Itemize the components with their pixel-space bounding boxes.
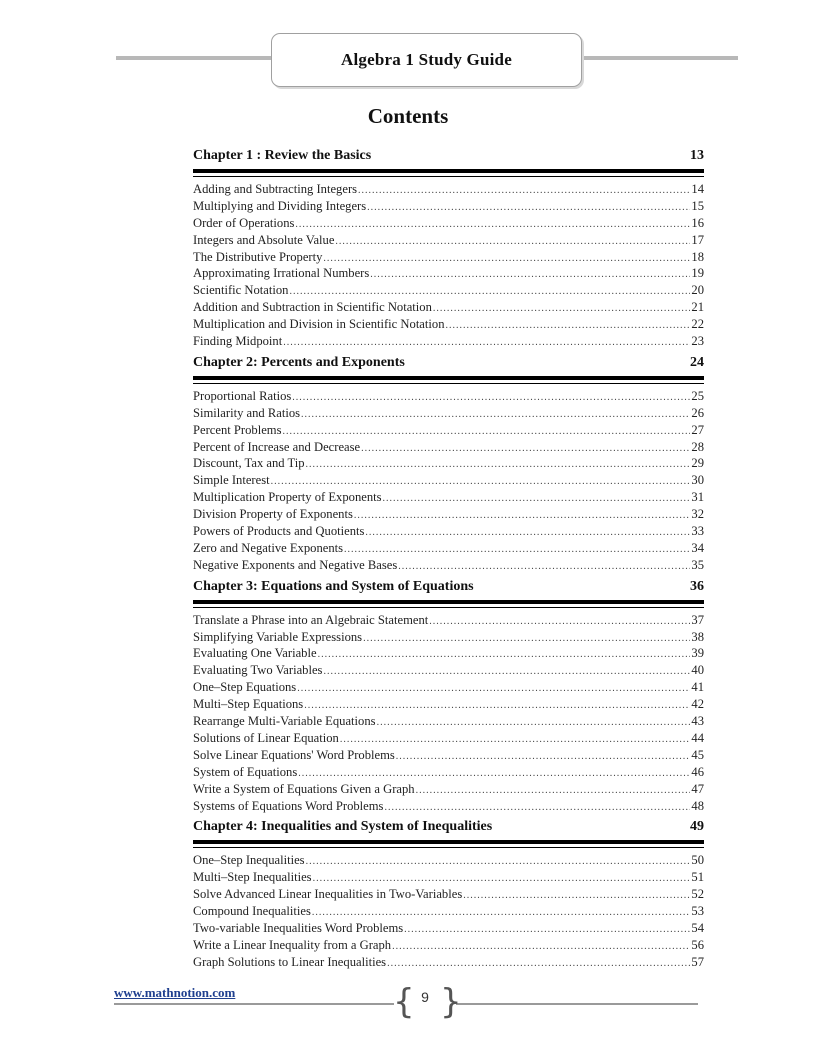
dot-leader — [396, 751, 691, 762]
toc-entry[interactable] — [193, 250, 704, 267]
toc-entry-page-number: 46 — [691, 764, 704, 779]
toc-entry-title: Similarity and Ratios — [193, 405, 301, 420]
toc-entry-page-number: 30 — [691, 473, 704, 488]
toc-entry-title: Multiplying and Dividing Integers — [193, 198, 367, 213]
toc-entry-page-number: 21 — [691, 300, 704, 315]
toc-entry-title: Two-variable Inequalities Word Problems — [193, 920, 404, 935]
toc-entry-page-number: 20 — [691, 283, 704, 298]
dot-leader — [358, 185, 690, 196]
toc-entry-page-number: 27 — [691, 422, 704, 437]
toc-entry[interactable] — [193, 921, 704, 938]
chapter-title: Chapter 1 : Review the Basics — [193, 148, 372, 163]
toc-entry[interactable] — [193, 955, 704, 972]
page-number: 9 — [421, 989, 429, 1005]
toc-entry-title: One–Step Equations — [193, 680, 297, 695]
dot-leader — [377, 717, 691, 728]
toc-entry-title: Solutions of Linear Equation — [193, 730, 339, 745]
contents-title: Contents — [367, 104, 449, 128]
toc-entry-title: Multi–Step Equations — [193, 697, 304, 712]
toc-entry-page-number: 25 — [691, 388, 704, 403]
chapter-entry-list — [193, 380, 704, 577]
toc-entry[interactable] — [193, 406, 704, 423]
page-number-right-brace: } — [440, 982, 462, 1022]
toc-entry-title: Multiplication and Division in Scientific Notation — [193, 317, 445, 332]
footer-rule-left — [114, 1003, 394, 1005]
chapter-page-number: 13 — [690, 148, 704, 163]
table-of-contents — [193, 146, 704, 974]
toc-entry-title: Finding Midpoint — [193, 334, 283, 349]
chapter-page-number: 36 — [690, 578, 704, 594]
toc-entry[interactable] — [193, 283, 704, 300]
toc-entry[interactable] — [193, 199, 704, 216]
toc-entry-title: Discount, Tax and Tip — [193, 456, 305, 471]
dot-leader — [323, 666, 690, 677]
toc-entry[interactable] — [193, 490, 704, 507]
toc-entry-page-number: 17 — [691, 232, 704, 247]
chapter-title: Chapter 4: Inequalities and System of Inequalities — [193, 819, 493, 835]
toc-entry-page-number: 15 — [691, 198, 704, 213]
dot-leader — [283, 426, 691, 437]
chapter-page-number: 24 — [690, 354, 704, 370]
toc-entry-page-number: 41 — [691, 680, 704, 695]
toc-entry[interactable] — [193, 423, 704, 440]
dot-leader — [312, 907, 691, 918]
toc-entry-title: Compound Inequalities — [193, 904, 311, 919]
dot-leader — [289, 286, 690, 297]
chapter-heading[interactable] — [193, 353, 704, 380]
toc-entry-title: Proportional Ratios — [193, 388, 292, 403]
toc-entry-page-number: 28 — [691, 439, 704, 454]
toc-entry-title: The Distributive Property — [193, 249, 323, 264]
dot-leader — [370, 269, 690, 280]
header-rule-left — [116, 56, 272, 60]
header-title-box — [271, 33, 582, 87]
toc-entry[interactable] — [193, 389, 704, 406]
toc-entry-title: Solve Advanced Linear Inequalities in Two-Variables — [193, 887, 463, 902]
dot-leader — [344, 544, 690, 555]
dot-leader — [387, 958, 690, 969]
toc-entry[interactable] — [193, 613, 704, 630]
toc-entry[interactable] — [193, 904, 704, 921]
toc-entry-title: Powers of Products and Quotients — [193, 524, 365, 539]
toc-entry-title: Simplifying Variable Expressions — [193, 629, 363, 644]
toc-entry-page-number: 52 — [691, 887, 704, 902]
toc-entry[interactable] — [193, 731, 704, 748]
toc-entry-page-number: 29 — [691, 456, 704, 471]
dot-leader — [383, 493, 691, 504]
toc-entry[interactable] — [193, 266, 704, 283]
toc-entry[interactable] — [193, 748, 704, 765]
toc-entry-title: Order of Operations — [193, 215, 295, 230]
toc-entry-title: Translate a Phrase into an Algebraic Statement — [193, 612, 429, 627]
dot-leader — [398, 561, 690, 572]
dot-leader — [283, 337, 690, 348]
dot-leader — [367, 202, 690, 213]
toc-entry-page-number: 14 — [691, 182, 704, 196]
dot-leader — [295, 219, 690, 230]
toc-entry[interactable] — [193, 317, 704, 334]
toc-entry-page-number: 26 — [691, 405, 704, 420]
toc-entry[interactable] — [193, 630, 704, 647]
dot-leader — [297, 683, 690, 694]
toc-entry-page-number: 18 — [691, 249, 704, 264]
toc-entry-page-number: 42 — [691, 697, 704, 712]
dot-leader — [433, 303, 691, 314]
dot-leader — [306, 459, 691, 470]
dot-leader — [429, 616, 690, 627]
toc-entry-title: Percent Problems — [193, 422, 282, 437]
toc-entry-title: Systems of Equations Word Problems — [193, 798, 384, 813]
dot-leader — [298, 768, 690, 779]
toc-entry-page-number: 50 — [691, 853, 704, 868]
dot-leader — [416, 785, 691, 796]
toc-entry-title: Multiplication Property of Exponents — [193, 490, 382, 505]
toc-entry-page-number: 43 — [691, 714, 704, 729]
toc-entry-title: Division Property of Exponents — [193, 507, 353, 522]
dot-leader — [301, 409, 690, 420]
toc-entry-title: Percent of Increase and Decrease — [193, 439, 361, 454]
toc-entry-page-number: 33 — [691, 524, 704, 539]
chapter-heading[interactable] — [193, 146, 704, 173]
toc-entry-page-number: 44 — [691, 730, 704, 745]
toc-entry-page-number: 37 — [691, 612, 704, 627]
toc-entry-page-number: 51 — [691, 870, 704, 885]
toc-entry-page-number: 32 — [691, 507, 704, 522]
dot-leader — [323, 253, 690, 264]
toc-entry-title: Adding and Subtracting Integers — [193, 182, 358, 196]
dot-leader — [446, 320, 691, 331]
toc-entry[interactable] — [193, 870, 704, 887]
toc-entry-page-number: 35 — [691, 557, 704, 572]
toc-entry-page-number: 53 — [691, 904, 704, 919]
dot-leader — [306, 856, 691, 867]
toc-entry-title: One–Step Inequalities — [193, 853, 305, 868]
toc-entry[interactable] — [193, 558, 704, 575]
toc-entry[interactable] — [193, 680, 704, 697]
dot-leader — [292, 392, 690, 403]
dot-leader — [318, 649, 691, 660]
toc-entry-page-number: 31 — [691, 490, 704, 505]
toc-entry-page-number: 34 — [691, 540, 704, 555]
toc-entry-title: Solve Linear Equations' Word Problems — [193, 747, 395, 762]
dot-leader — [340, 734, 691, 745]
toc-entry[interactable] — [193, 456, 704, 473]
toc-entry[interactable] — [193, 524, 704, 541]
chapter-page-number: 49 — [690, 819, 704, 835]
toc-entry[interactable] — [193, 507, 704, 524]
dot-leader — [335, 236, 690, 247]
toc-entry[interactable] — [193, 853, 704, 870]
chapter-heading[interactable] — [193, 577, 704, 604]
toc-entry[interactable] — [193, 334, 704, 351]
toc-entry-page-number: 48 — [691, 798, 704, 813]
toc-entry[interactable] — [193, 233, 704, 250]
toc-entry-page-number: 56 — [691, 937, 704, 952]
toc-entry-title: Multi–Step Inequalities — [193, 870, 312, 885]
toc-entry[interactable] — [193, 473, 704, 490]
toc-entry-title: Zero and Negative Exponents — [193, 540, 344, 555]
header-rule-right — [580, 56, 738, 60]
toc-entry-page-number: 40 — [691, 663, 704, 678]
page-number-left-brace: { — [393, 982, 415, 1022]
dot-leader — [271, 476, 691, 487]
toc-entry-title: Approximating Irrational Numbers — [193, 266, 370, 281]
toc-entry[interactable] — [193, 938, 704, 955]
toc-entry-page-number: 45 — [691, 747, 704, 762]
toc-entry-title: Scientific Notation — [193, 283, 289, 298]
toc-entry-title: Integers and Absolute Value — [193, 232, 335, 247]
toc-entry-page-number: 47 — [691, 781, 704, 796]
toc-entry[interactable] — [193, 541, 704, 558]
toc-entry-page-number: 23 — [691, 334, 704, 349]
website-link[interactable]: www.mathnotion.com — [114, 985, 236, 1000]
toc-entry-title: Addition and Subtraction in Scientific Notation — [193, 300, 432, 315]
dot-leader — [313, 873, 691, 884]
toc-entry-title: Rearrange Multi-Variable Equations — [193, 714, 376, 729]
toc-entry[interactable] — [193, 440, 704, 457]
dot-leader — [304, 700, 690, 711]
toc-entry-title: Simple Interest — [193, 473, 270, 488]
dot-leader — [363, 633, 690, 644]
dot-leader — [384, 802, 690, 813]
dot-leader — [354, 510, 691, 521]
toc-entry[interactable] — [193, 765, 704, 782]
toc-entry-title: System of Equations — [193, 764, 298, 779]
dot-leader — [404, 924, 690, 935]
toc-entry[interactable] — [193, 799, 704, 816]
toc-entry-title: Write a Linear Inequality from a Graph — [193, 937, 392, 952]
toc-entry[interactable] — [193, 216, 704, 233]
toc-entry[interactable] — [193, 714, 704, 731]
chapter-entry-list — [193, 173, 704, 353]
dot-leader — [392, 941, 690, 952]
toc-entry[interactable] — [193, 697, 704, 714]
chapter-heading[interactable] — [193, 817, 704, 844]
toc-entry-page-number: 16 — [691, 215, 704, 230]
toc-entry[interactable] — [193, 182, 704, 199]
footer-rule-right — [456, 1003, 698, 1005]
chapter-entry-list — [193, 844, 704, 973]
toc-entry-page-number: 22 — [691, 317, 704, 332]
toc-entry-title: Graph Solutions to Linear Inequalities — [193, 954, 387, 969]
toc-entry[interactable] — [193, 782, 704, 799]
toc-entry[interactable] — [193, 887, 704, 904]
toc-entry[interactable] — [193, 663, 704, 680]
toc-entry-title: Evaluating Two Variables — [193, 663, 323, 678]
toc-entry-title: Evaluating One Variable — [193, 646, 317, 661]
toc-entry-title: Write a System of Equations Given a Graph — [193, 781, 415, 796]
toc-entry-page-number: 39 — [691, 646, 704, 661]
toc-entry-page-number: 54 — [691, 920, 704, 935]
chapter-entry-list — [193, 604, 704, 818]
dot-leader — [361, 443, 690, 454]
chapter-title: Chapter 3: Equations and System of Equations — [193, 578, 474, 594]
chapter-title: Chapter 2: Percents and Exponents — [193, 354, 405, 370]
dot-leader — [365, 527, 690, 538]
toc-entry-page-number: 38 — [691, 629, 704, 644]
dot-leader — [463, 890, 690, 901]
header-title: Algebra 1 Study Guide — [341, 50, 512, 69]
toc-entry-page-number: 57 — [691, 954, 704, 969]
toc-entry[interactable] — [193, 300, 704, 317]
toc-entry-page-number: 19 — [691, 266, 704, 281]
toc-entry[interactable] — [193, 646, 704, 663]
toc-entry-title: Negative Exponents and Negative Bases — [193, 557, 398, 572]
